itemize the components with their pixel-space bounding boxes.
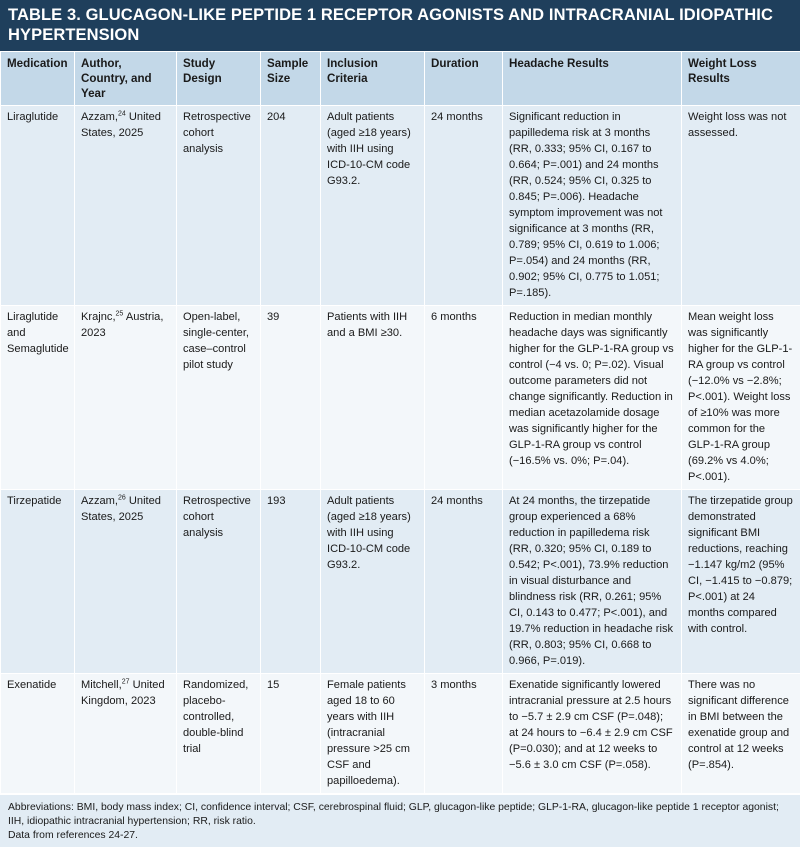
cell-inclusion-criteria: Adult patients (aged ≥18 years) with IIH using ICD-10-CM code G93.2. [321,106,425,306]
table-title-line-2: HYPERTENSION [8,25,792,45]
header-author: Author, Country, and Year [75,52,177,106]
header-sample-size: Sample Size [261,52,321,106]
cell-study-design: Retrospective cohort analysis [177,106,261,306]
cell-weight-loss-results: Mean weight loss was significantly higher for the GLP-1-RA group vs control (−12.0% vs −2.8%; P<.001). Weight loss of ≥10% was more common for the GLP-1-RA group (69.2% vs 4.0%; P<.001). [682,306,800,490]
author-country-year: United States, 2025 [81,111,161,139]
author-country-year: United States, 2025 [81,495,161,523]
cell-study-design: Randomized, placebo-controlled, double-blind trial [177,674,261,794]
cell-duration: 24 months [425,490,503,674]
cell-sample-size: 39 [261,306,321,490]
author-country-year: United Kingdom, 2023 [81,679,165,707]
cell-headache-results: Reduction in median monthly headache days was significantly higher for the GLP-1-RA group vs control (−4 vs. 0; P=.02). Visual outcome parameters did not change significantly. Reduction in median acetazolamide dosage was significantly higher for the GLP-1-RA group vs control (−16.5% vs. 0%; P=.04). [503,306,682,490]
results-table [0,51,800,794]
cell-author [75,490,177,674]
header-duration: Duration [425,52,503,106]
table-row [1,106,800,306]
header-row [1,52,800,106]
reference-number: 27 [122,678,130,685]
table-row [1,674,800,794]
cell-duration: 6 months [425,306,503,490]
cell-weight-loss-results: The tirzepatide group demonstrated significant BMI reductions, reaching −1.147 kg/m2 (95% CI, −1.415 to −0.879; P<.001) at 24 months compared with control. [682,490,800,674]
cell-author [75,674,177,794]
cell-sample-size: 193 [261,490,321,674]
author-name: Azzam, [81,495,118,507]
cell-inclusion-criteria: Patients with IIH and a BMI ≥30. [321,306,425,490]
cell-duration: 24 months [425,106,503,306]
cell-medication: Liraglutide and Semaglutide [1,306,75,490]
cell-weight-loss-results: There was no significant difference in BMI between the exenatide group and control at 12 weeks (P=.854). [682,674,800,794]
table-title-line-1: TABLE 3. GLUCAGON-LIKE PEPTIDE 1 RECEPTOR AGONISTS AND INTRACRANIAL IDIOPATHIC [8,5,792,25]
cell-study-design: Retrospective cohort analysis [177,490,261,674]
reference-number: 25 [116,310,124,317]
cell-medication: Exenatide [1,674,75,794]
footnote-source: Data from references 24-27. [8,829,792,843]
reference-number: 26 [118,494,126,501]
cell-headache-results: Exenatide significantly lowered intracranial pressure at 2.5 hours to −5.7 ± 2.9 cm CSF (P=.048); at 24 hours to −6.4 ± 2.9 cm CSF (P=0.030); and at 12 weeks to −5.6 ± 3.0 cm CSF (P=.058). [503,674,682,794]
table-row [1,306,800,490]
author-name: Krajnc, [81,311,116,323]
table-title [0,0,800,51]
cell-inclusion-criteria: Adult patients (aged ≥18 years) with IIH using ICD-10-CM code G93.2. [321,490,425,674]
table-row [1,490,800,674]
cell-weight-loss-results: Weight loss was not assessed. [682,106,800,306]
cell-author [75,106,177,306]
cell-inclusion-criteria: Female patients aged 18 to 60 years with IIH (intracranial pressure >25 cm CSF and papilloedema). [321,674,425,794]
cell-duration: 3 months [425,674,503,794]
header-medication: Medication [1,52,75,106]
cell-author [75,306,177,490]
header-weight-loss-results: Weight Loss Results [682,52,800,106]
cell-study-design: Open-label, single-center, case–control pilot study [177,306,261,490]
cell-sample-size: 204 [261,106,321,306]
cell-headache-results: At 24 months, the tirzepatide group experienced a 68% reduction in papilledema risk (RR, 0.320; 95% CI, 0.189 to 0.542; P<.001), 73.9% reduction in visual disturbance and blindness risk (RR, 0.261; 95% CI, 0.143 to 0.477; P<.001), and 19.7% reduction in headache risk (RR, 0.803; 95% CI, 0.668 to 0.966, P=.019). [503,490,682,674]
cell-medication: Liraglutide [1,106,75,306]
table-footnote [0,794,800,847]
header-headache-results: Headache Results [503,52,682,106]
author-country-year: Austria, 2023 [81,311,163,339]
cell-sample-size: 15 [261,674,321,794]
author-name: Azzam, [81,111,118,123]
footnote-abbreviations: Abbreviations: BMI, body mass index; CI, confidence interval; CSF, cerebrospinal fluid; GLP, glucagon-like peptide; GLP-1-RA, glucagon-like peptide 1 receptor agonist; IIH, idiopathic intracranial hypertension; RR, risk ratio. [8,801,792,829]
header-inclusion-criteria: Inclusion Criteria [321,52,425,106]
reference-number: 24 [118,110,126,117]
cell-headache-results: Significant reduction in papilledema risk at 3 months (RR, 0.333; 95% CI, 0.167 to 0.664; P=.001) and 24 months (RR, 0.524; 95% CI, 0.325 to 0.845; P=.006). Headache symptom improvement was not significance at 3 months (RR, 0.789; 95% CI, 0.619 to 1.006; P=.054) and 24 months (RR, 0.902; 95% CI, 0.775 to 1.051; P=.185). [503,106,682,306]
header-study-design: Study Design [177,52,261,106]
author-name: Mitchell, [81,679,122,691]
cell-medication: Tirzepatide [1,490,75,674]
